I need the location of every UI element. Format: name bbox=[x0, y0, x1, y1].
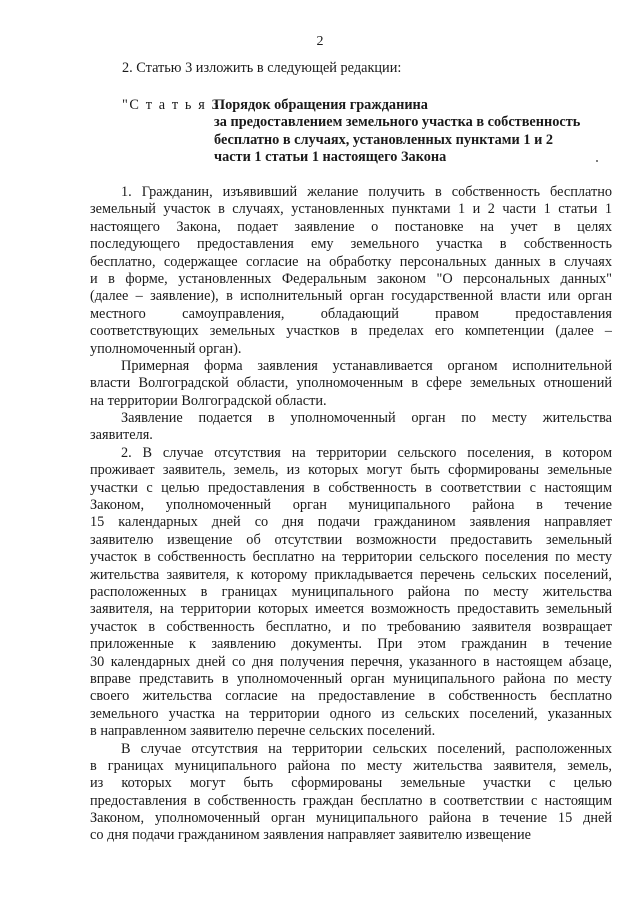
article-title-line: за предоставлением земельного участка в собственность bbox=[214, 114, 581, 131]
amendment-intro: 2. Статью 3 изложить в следующей редакции: bbox=[122, 60, 402, 76]
paragraph-line: Законом, уполномоченный орган муниципального района в течение bbox=[90, 497, 612, 514]
article-lead: "С т а т ь я 3. bbox=[122, 97, 226, 113]
paragraph-line: настоящего Закона, подает заявление о постановке на учет в целях bbox=[90, 218, 612, 235]
paragraph-line: в границах муниципального района по месту жительства заявителя, земель, bbox=[90, 757, 612, 774]
paragraph-line: участок в собственность бесплатно, и по требованию заявителя возвращает bbox=[90, 618, 612, 635]
paragraph-line: приложенные к заявлению документы. При этом гражданин в течение bbox=[90, 636, 612, 653]
paragraph-line: заявителя. bbox=[90, 427, 153, 444]
paragraph-line: 2. В случае отсутствия на территории сельского поселения, в котором bbox=[121, 444, 612, 461]
paragraph bbox=[90, 410, 612, 445]
paragraph-line: расположенных в границах муниципального района по месту жительства bbox=[90, 583, 612, 600]
paragraph-line: уполномоченный орган). bbox=[90, 340, 242, 357]
paragraph bbox=[90, 358, 612, 410]
article-heading bbox=[122, 97, 622, 167]
article-title-line: Порядок обращения гражданина bbox=[214, 97, 428, 113]
paragraph-line: земельный участок в случаях, установленных пунктами 1 и 2 части 1 статьи 1 bbox=[90, 201, 612, 218]
paragraph-line: и в форме, установленных Федеральным законом "О персональных данных" bbox=[90, 270, 612, 287]
page-number: 2 bbox=[316, 34, 324, 49]
paragraph-line: предоставления в собственность граждан бесплатно в соответствии с настоящим bbox=[90, 792, 612, 809]
article-title bbox=[214, 97, 614, 167]
paragraph bbox=[90, 741, 612, 845]
paragraph-line: своего жительства согласие на предоставление в собственность бесплатно bbox=[90, 688, 612, 705]
paragraph-line: местного самоуправления, обладающий правом предоставления bbox=[90, 305, 612, 322]
paragraph-line: на территории Волгоградской области. bbox=[90, 392, 327, 409]
article-body bbox=[90, 184, 612, 845]
paragraph-line: (далее – заявление), в исполнительный орган государственной власти или орган bbox=[90, 288, 612, 305]
paragraph bbox=[90, 445, 612, 741]
paragraph-line: Законом, уполномоченный орган муниципального района в течение 15 дней bbox=[90, 810, 612, 827]
paragraph-line: В случае отсутствия на территории сельских поселений, расположенных bbox=[121, 740, 612, 757]
scan-speck bbox=[596, 160, 598, 162]
paragraph-line: 30 календарных дней со дня получения перечня, указанного в настоящем абзаце, bbox=[90, 653, 612, 670]
paragraph-line: заявителя, на территории которых имеется возможность предоставить земельный bbox=[90, 601, 612, 618]
paragraph-line: вправе представить в уполномоченный орган муниципального района по месту bbox=[90, 670, 612, 687]
paragraph-line: власти Волгоградской области, уполномоченным в сфере земельных отношений bbox=[90, 375, 612, 392]
paragraph-line: 15 календарных дней со дня подачи гражданином заявления направляет bbox=[90, 514, 612, 531]
paragraph-line: бесплатно, содержащее согласие на обработку персональных данных в случаях bbox=[90, 253, 612, 270]
paragraph bbox=[90, 184, 612, 358]
paragraph-line: жительства заявителя, к которому прикладывается перечень сельских поселений, bbox=[90, 566, 612, 583]
paragraph-line: 1. Гражданин, изъявивший желание получить в собственность бесплатно bbox=[121, 184, 612, 200]
paragraph-line: Заявление подается в уполномоченный орган по месту жительства bbox=[121, 410, 612, 427]
article-title-line: части 1 статьи 1 настоящего Закона bbox=[214, 149, 447, 166]
paragraph-line: земельного участка на территории одного из сельских поселений, указанных bbox=[90, 705, 612, 722]
paragraph-line: соответствующих земельных участков в пределах его компетенции (далее – bbox=[90, 323, 612, 340]
paragraph-line: участки с целью предоставления в собственность в соответствии с настоящим bbox=[90, 479, 612, 496]
paragraph-line: заявителю извещение об отсутствии возможности предоставить земельный bbox=[90, 531, 612, 548]
paragraph-line: последующего предоставления ему земельного участка в собственность bbox=[90, 236, 612, 253]
paragraph-line: в направленном заявителю перечне сельских поселений. bbox=[90, 723, 436, 740]
paragraph-line: проживает заявитель, земель, из которых могут быть сформированы земельные bbox=[90, 462, 612, 479]
paragraph-line: из которых могут быть сформированы земельные участки с целью bbox=[90, 775, 612, 792]
paragraph-line: Примерная форма заявления устанавливается органом исполнительной bbox=[121, 357, 612, 374]
paragraph-line: со дня подачи гражданином заявления направляет заявителю извещение bbox=[90, 827, 532, 844]
article-title-line: бесплатно в случаях, установленных пунктами 1 и 2 bbox=[214, 131, 554, 148]
paragraph-line: участок в собственность бесплатно на территории сельского поселения по месту bbox=[90, 549, 612, 566]
